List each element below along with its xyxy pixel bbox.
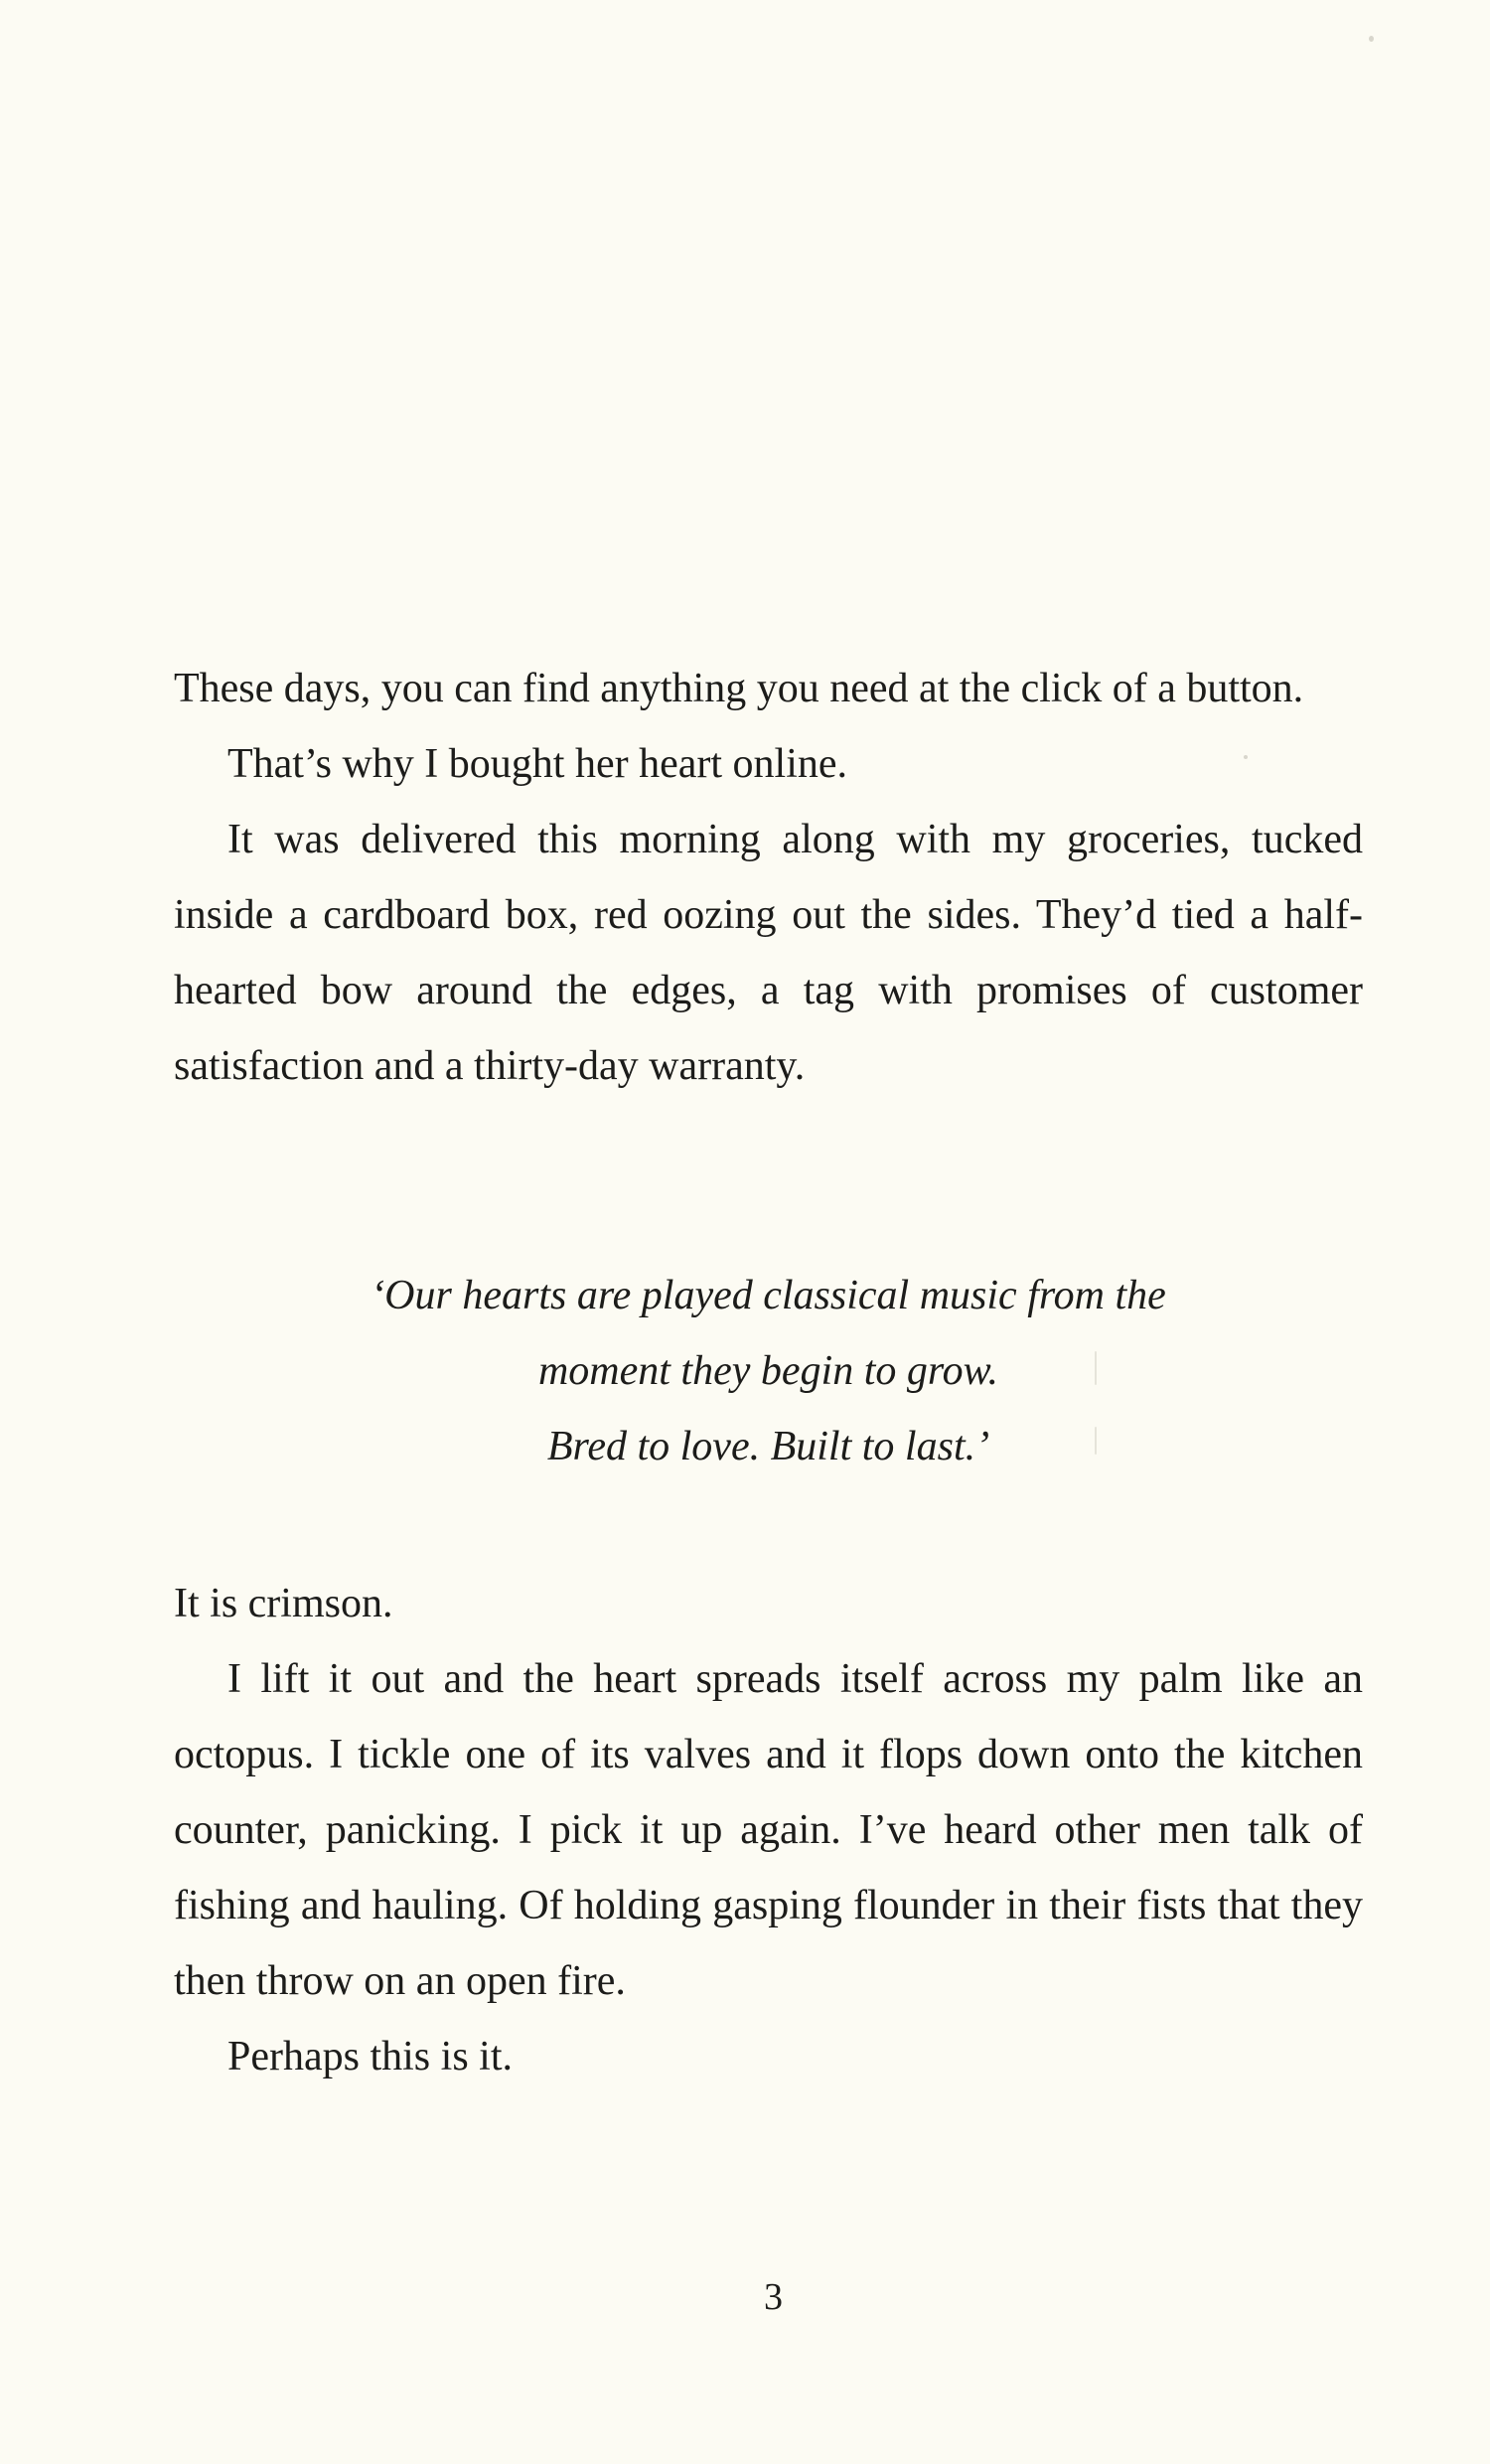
closing-text	[174, 1566, 1363, 2094]
quote-line-3: Bred to love. Built to last.’	[546, 1424, 990, 1469]
warranty-tag-quote	[174, 1258, 1363, 1484]
paragraph-1: These days, you can find anything you need at the click of a button.	[174, 666, 1304, 711]
page-number: 3	[764, 2276, 783, 2318]
paragraph-5: I lift it out and the heart spreads itself across my palm like an octopus. I tickle one of its valves and it flops down onto the kitchen counter, panicking. I pick it up again. I’ve heard other men talk of fishing and hauling. Of holding gasping flounder in their fists that they then throw on an open fire.	[174, 1656, 1363, 2004]
paragraph-3: It was delivered this morning along with my groceries, tucked inside a cardboard box, red oozing out the sides. They’d tied a half-hearted bow around the edges, a tag with promises of customer satisfaction and a thirty-day warranty.	[174, 817, 1363, 1089]
quote-line-1: ‘Our hearts are played classical music from the	[371, 1273, 1166, 1318]
paragraph-2: That’s why I bought her heart online.	[227, 741, 848, 787]
paragraph-4: It is crimson.	[174, 1581, 393, 1626]
paper-speck	[1369, 36, 1374, 42]
paragraph-6: Perhaps this is it.	[227, 2034, 514, 2079]
opening-text	[174, 651, 1363, 1104]
quote-line-2: moment they begin to grow.	[537, 1348, 999, 1394]
